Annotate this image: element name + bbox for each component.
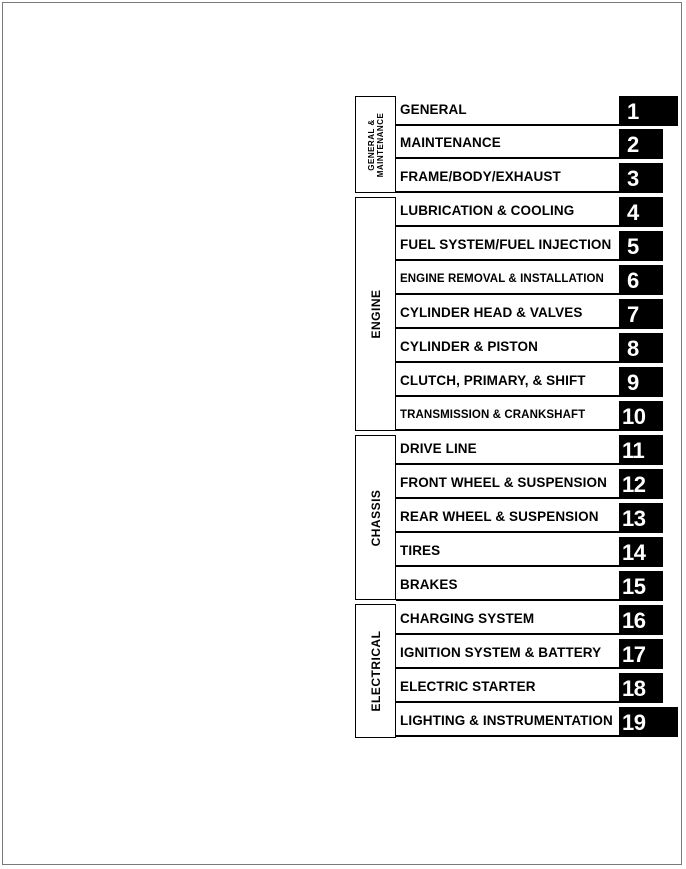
- section-label[interactable]: ELECTRIC STARTER: [396, 673, 622, 703]
- section-label[interactable]: BRAKES: [396, 571, 622, 601]
- group-engine: [355, 197, 396, 431]
- section-label[interactable]: MAINTENANCE: [396, 129, 622, 159]
- section-label[interactable]: FRONT WHEEL & SUSPENSION: [396, 469, 622, 499]
- section-number-tab[interactable]: 15: [619, 571, 663, 601]
- section-label[interactable]: CYLINDER HEAD & VALVES: [396, 299, 622, 329]
- group-chassis: [355, 435, 396, 600]
- section-label[interactable]: IGNITION SYSTEM & BATTERY: [396, 639, 622, 669]
- section-number-tab[interactable]: 16: [619, 605, 663, 635]
- section-number-tab[interactable]: 10: [619, 401, 663, 431]
- section-number-tab[interactable]: 11: [619, 435, 663, 465]
- section-label[interactable]: TIRES: [396, 537, 622, 567]
- section-label[interactable]: TRANSMISSION & CRANKSHAFT: [396, 401, 622, 431]
- group-electrical: [355, 604, 396, 738]
- section-number-tab[interactable]: 19: [619, 707, 678, 737]
- group-label-engine: ENGINE: [368, 289, 383, 339]
- section-label[interactable]: ENGINE REMOVAL & INSTALLATION: [396, 265, 622, 295]
- section-number-tab[interactable]: 12: [619, 469, 663, 499]
- section-number-tab[interactable]: 13: [619, 503, 663, 533]
- section-number-tab[interactable]: 7: [619, 299, 663, 329]
- group-label-electrical: ELECTRICAL: [368, 630, 383, 712]
- section-number-tab[interactable]: 1: [619, 96, 678, 126]
- section-label[interactable]: LIGHTING & INSTRUMENTATION: [396, 707, 622, 737]
- section-number-tab[interactable]: 8: [619, 333, 663, 363]
- section-label[interactable]: CHARGING SYSTEM: [396, 605, 622, 635]
- section-label[interactable]: LUBRICATION & COOLING: [396, 197, 622, 227]
- section-number-tab[interactable]: 3: [619, 163, 663, 193]
- section-label[interactable]: REAR WHEEL & SUSPENSION: [396, 503, 622, 533]
- section-number-tab[interactable]: 6: [619, 265, 663, 295]
- section-number-tab[interactable]: 4: [619, 197, 663, 227]
- section-number-tab[interactable]: 9: [619, 367, 663, 397]
- section-number-tab[interactable]: 2: [619, 129, 663, 159]
- section-label[interactable]: GENERAL: [396, 96, 622, 126]
- section-label[interactable]: FUEL SYSTEM/FUEL INJECTION: [396, 231, 622, 261]
- section-number-tab[interactable]: 17: [619, 639, 663, 669]
- section-number-tab[interactable]: 5: [619, 231, 663, 261]
- section-label[interactable]: CLUTCH, PRIMARY, & SHIFT: [396, 367, 622, 397]
- section-number-tab[interactable]: 14: [619, 537, 663, 567]
- section-number-tab[interactable]: 18: [619, 673, 663, 703]
- group-label-chassis: CHASSIS: [368, 489, 383, 546]
- section-label[interactable]: DRIVE LINE: [396, 435, 622, 465]
- section-label[interactable]: FRAME/BODY/EXHAUST: [396, 163, 622, 193]
- section-label[interactable]: CYLINDER & PISTON: [396, 333, 622, 363]
- group-label-general-maintenance: GENERAL & MAINTENANCE: [366, 112, 385, 177]
- group-general-maintenance: [355, 96, 396, 193]
